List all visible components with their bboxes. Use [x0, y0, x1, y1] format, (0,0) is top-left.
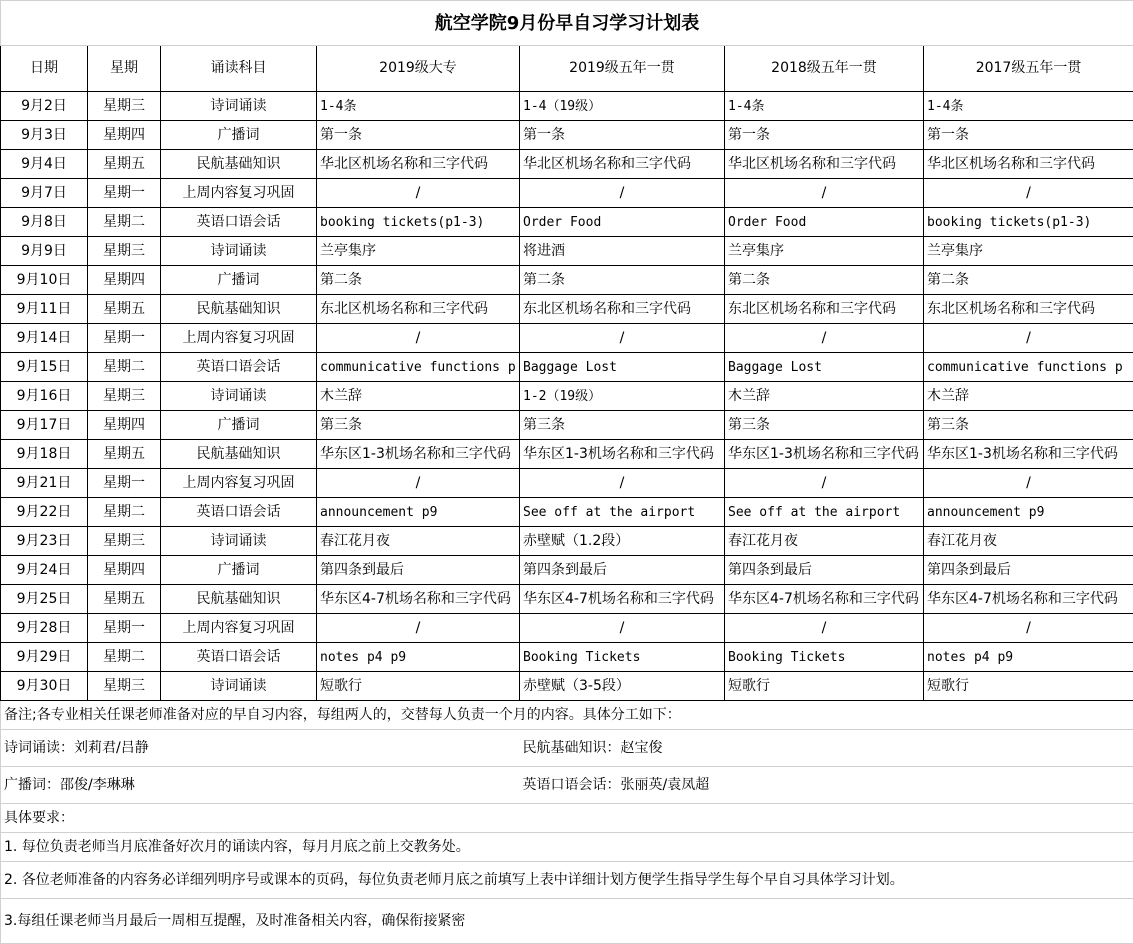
plan-cell-2017-wunian: 兰亭集序	[924, 237, 1133, 266]
date-cell: 9月22日	[1, 498, 88, 527]
weekday-cell: 星期四	[88, 266, 161, 295]
plan-cell-2019-wunian: 第三条	[520, 411, 725, 440]
date-cell: 9月10日	[1, 266, 88, 295]
date-cell: 9月17日	[1, 411, 88, 440]
subject-cell: 广播词	[161, 121, 317, 150]
plan-cell-2017-wunian: communicative functions p	[924, 353, 1133, 382]
plan-cell-2019-wunian: 第一条	[520, 121, 725, 150]
weekday-cell: 星期一	[88, 324, 161, 353]
plan-cell-2019-dazhuan: 第三条	[317, 411, 520, 440]
assignment-row-2	[1, 767, 1133, 804]
plan-cell-2018-wunian: 第二条	[725, 266, 924, 295]
plan-cell-2018-wunian: /	[725, 324, 924, 353]
plan-cell-2019-wunian: Baggage Lost	[520, 353, 725, 382]
plan-cell-2017-wunian: 第一条	[924, 121, 1133, 150]
requirement-2: 2. 各位老师准备的内容务必详细列明序号或课本的页码，每位负责老师月底之前填写上表中详细计划方便学生指导学生每个早自习具体学习计划。	[1, 862, 1133, 899]
plan-cell-2018-wunian: /	[725, 469, 924, 498]
subject-cell: 民航基础知识	[161, 295, 317, 324]
date-cell: 9月7日	[1, 179, 88, 208]
subject-cell: 英语口语会话	[161, 208, 317, 237]
weekday-cell: 星期五	[88, 440, 161, 469]
date-cell: 9月15日	[1, 353, 88, 382]
weekday-cell: 星期五	[88, 295, 161, 324]
date-cell: 9月14日	[1, 324, 88, 353]
weekday-cell: 星期四	[88, 556, 161, 585]
plan-cell-2018-wunian: 春江花月夜	[725, 527, 924, 556]
plan-cell-2017-wunian: /	[924, 324, 1133, 353]
header-row	[1, 46, 1133, 92]
weekday-cell: 星期五	[88, 585, 161, 614]
plan-cell-2017-wunian: announcement p9	[924, 498, 1133, 527]
plan-cell-2019-dazhuan: /	[317, 324, 520, 353]
weekday-cell: 星期三	[88, 527, 161, 556]
table-row	[1, 150, 1133, 179]
table-row	[1, 121, 1133, 150]
plan-cell-2019-wunian: Order Food	[520, 208, 725, 237]
subject-cell: 上周内容复习巩固	[161, 469, 317, 498]
plan-cell-2019-dazhuan: 第一条	[317, 121, 520, 150]
plan-cell-2018-wunian: /	[725, 179, 924, 208]
plan-cell-2018-wunian: 东北区机场名称和三字代码	[725, 295, 924, 324]
plan-cell-2019-dazhuan: 1-4条	[317, 92, 520, 121]
plan-cell-2017-wunian: 春江花月夜	[924, 527, 1133, 556]
weekday-cell: 星期三	[88, 382, 161, 411]
date-cell: 9月8日	[1, 208, 88, 237]
subject-cell: 诗词诵读	[161, 382, 317, 411]
requirements-title: 具体要求：	[1, 804, 1133, 833]
weekday-cell: 星期四	[88, 121, 161, 150]
weekday-cell: 星期五	[88, 150, 161, 179]
header-2018-wunian: 2018级五年一贯	[725, 46, 924, 92]
date-cell: 9月29日	[1, 643, 88, 672]
plan-cell-2019-dazhuan: 木兰辞	[317, 382, 520, 411]
plan-cell-2018-wunian: 华东区1-3机场名称和三字代码	[725, 440, 924, 469]
plan-cell-2019-dazhuan: 东北区机场名称和三字代码	[317, 295, 520, 324]
plan-cell-2019-wunian: 1-2（19级）	[520, 382, 725, 411]
requirement-row-1	[1, 833, 1133, 862]
plan-cell-2019-dazhuan: 华北区机场名称和三字代码	[317, 150, 520, 179]
subject-cell: 广播词	[161, 556, 317, 585]
subject-cell: 诗词诵读	[161, 672, 317, 701]
english-teachers: 英语口语会话：张丽英/袁凤超	[520, 767, 1133, 804]
plan-cell-2019-dazhuan: 华东区1-3机场名称和三字代码	[317, 440, 520, 469]
plan-cell-2019-wunian: 华东区1-3机场名称和三字代码	[520, 440, 725, 469]
table-row	[1, 411, 1133, 440]
weekday-cell: 星期二	[88, 353, 161, 382]
table-row	[1, 585, 1133, 614]
plan-cell-2019-wunian: /	[520, 324, 725, 353]
date-cell: 9月23日	[1, 527, 88, 556]
requirement-3: 3.每组任课老师当月最后一周相互提醒，及时准备相关内容，确保衔接紧密	[1, 899, 1133, 944]
subject-cell: 英语口语会话	[161, 643, 317, 672]
remark-text: 备注;各专业相关任课老师准备对应的早自习内容，每组两人的，交替每人负责一个月的内容。具体分工如下：	[1, 701, 1133, 730]
poetry-teachers: 诗词诵读：刘莉君/吕静	[1, 730, 520, 767]
requirement-1: 1. 每位负责老师当月底准备好次月的诵读内容，每月月底之前上交教务处。	[1, 833, 1133, 862]
plan-cell-2019-dazhuan: /	[317, 469, 520, 498]
plan-cell-2019-wunian: 将进酒	[520, 237, 725, 266]
plan-cell-2018-wunian: Booking Tickets	[725, 643, 924, 672]
table-row	[1, 643, 1133, 672]
header-date: 日期	[1, 46, 88, 92]
table-row	[1, 295, 1133, 324]
plan-cell-2019-dazhuan: notes p4 p9	[317, 643, 520, 672]
plan-cell-2017-wunian: 华东区4-7机场名称和三字代码	[924, 585, 1133, 614]
date-cell: 9月4日	[1, 150, 88, 179]
table-row	[1, 440, 1133, 469]
plan-cell-2018-wunian: 华北区机场名称和三字代码	[725, 150, 924, 179]
table-row	[1, 672, 1133, 701]
assignment-row-1	[1, 730, 1133, 767]
plan-cell-2018-wunian: 华东区4-7机场名称和三字代码	[725, 585, 924, 614]
plan-cell-2018-wunian: Order Food	[725, 208, 924, 237]
plan-cell-2019-dazhuan: announcement p9	[317, 498, 520, 527]
plan-cell-2019-wunian: /	[520, 179, 725, 208]
table-row	[1, 179, 1133, 208]
plan-cell-2019-wunian: 1-4（19级）	[520, 92, 725, 121]
plan-cell-2017-wunian: 第四条到最后	[924, 556, 1133, 585]
plan-cell-2018-wunian: 兰亭集序	[725, 237, 924, 266]
weekday-cell: 星期二	[88, 208, 161, 237]
plan-cell-2019-dazhuan: /	[317, 614, 520, 643]
date-cell: 9月16日	[1, 382, 88, 411]
header-subject: 诵读科目	[161, 46, 317, 92]
plan-cell-2019-dazhuan: /	[317, 179, 520, 208]
table-row	[1, 237, 1133, 266]
plan-cell-2018-wunian: 短歌行	[725, 672, 924, 701]
weekday-cell: 星期一	[88, 614, 161, 643]
weekday-cell: 星期四	[88, 411, 161, 440]
plan-cell-2017-wunian: /	[924, 469, 1133, 498]
plan-cell-2019-dazhuan: booking tickets(p1-3)	[317, 208, 520, 237]
date-cell: 9月24日	[1, 556, 88, 585]
plan-cell-2019-wunian: See off at the airport	[520, 498, 725, 527]
weekday-cell: 星期一	[88, 179, 161, 208]
subject-cell: 诗词诵读	[161, 237, 317, 266]
table-row	[1, 614, 1133, 643]
weekday-cell: 星期二	[88, 498, 161, 527]
date-cell: 9月30日	[1, 672, 88, 701]
table-row	[1, 266, 1133, 295]
table-row	[1, 556, 1133, 585]
plan-cell-2019-wunian: 华北区机场名称和三字代码	[520, 150, 725, 179]
subject-cell: 上周内容复习巩固	[161, 614, 317, 643]
plan-cell-2019-dazhuan: 短歌行	[317, 672, 520, 701]
plan-cell-2019-dazhuan: 第四条到最后	[317, 556, 520, 585]
header-2019-wunian: 2019级五年一贯	[520, 46, 725, 92]
plan-cell-2019-wunian: 第二条	[520, 266, 725, 295]
date-cell: 9月25日	[1, 585, 88, 614]
weekday-cell: 星期三	[88, 672, 161, 701]
plan-cell-2019-wunian: 赤壁赋（3-5段）	[520, 672, 725, 701]
title-row	[1, 1, 1133, 46]
plan-cell-2017-wunian: /	[924, 614, 1133, 643]
plan-cell-2019-dazhuan: 第二条	[317, 266, 520, 295]
subject-cell: 广播词	[161, 266, 317, 295]
date-cell: 9月21日	[1, 469, 88, 498]
plan-cell-2017-wunian: 华东区1-3机场名称和三字代码	[924, 440, 1133, 469]
date-cell: 9月28日	[1, 614, 88, 643]
plan-cell-2017-wunian: 第三条	[924, 411, 1133, 440]
plan-cell-2018-wunian: See off at the airport	[725, 498, 924, 527]
table-row	[1, 324, 1133, 353]
subject-cell: 民航基础知识	[161, 150, 317, 179]
plan-cell-2018-wunian: 第一条	[725, 121, 924, 150]
plan-cell-2019-wunian: 东北区机场名称和三字代码	[520, 295, 725, 324]
plan-cell-2017-wunian: 1-4条	[924, 92, 1133, 121]
date-cell: 9月3日	[1, 121, 88, 150]
plan-cell-2019-dazhuan: 兰亭集序	[317, 237, 520, 266]
plan-cell-2018-wunian: 1-4条	[725, 92, 924, 121]
plan-cell-2017-wunian: booking tickets(p1-3)	[924, 208, 1133, 237]
plan-cell-2017-wunian: 华北区机场名称和三字代码	[924, 150, 1133, 179]
requirements-title-row	[1, 804, 1133, 833]
subject-cell: 上周内容复习巩固	[161, 324, 317, 353]
subject-cell: 诗词诵读	[161, 527, 317, 556]
plan-cell-2017-wunian: notes p4 p9	[924, 643, 1133, 672]
table-row	[1, 208, 1133, 237]
date-cell: 9月11日	[1, 295, 88, 324]
subject-cell: 英语口语会话	[161, 353, 317, 382]
remark-row	[1, 701, 1133, 730]
weekday-cell: 星期三	[88, 92, 161, 121]
plan-cell-2018-wunian: 第三条	[725, 411, 924, 440]
subject-cell: 英语口语会话	[161, 498, 317, 527]
plan-cell-2019-wunian: Booking Tickets	[520, 643, 725, 672]
sheet-title: 航空学院9月份早自习学习计划表	[1, 1, 1133, 46]
requirement-row-2	[1, 862, 1133, 899]
plan-cell-2019-dazhuan: 华东区4-7机场名称和三字代码	[317, 585, 520, 614]
plan-cell-2019-wunian: 华东区4-7机场名称和三字代码	[520, 585, 725, 614]
plan-cell-2019-wunian: /	[520, 469, 725, 498]
table-row	[1, 353, 1133, 382]
subject-cell: 民航基础知识	[161, 440, 317, 469]
table-row	[1, 469, 1133, 498]
plan-cell-2018-wunian: 木兰辞	[725, 382, 924, 411]
table-row	[1, 498, 1133, 527]
table-row	[1, 527, 1133, 556]
table-row	[1, 92, 1133, 121]
date-cell: 9月9日	[1, 237, 88, 266]
plan-cell-2017-wunian: 木兰辞	[924, 382, 1133, 411]
plan-cell-2018-wunian: Baggage Lost	[725, 353, 924, 382]
plan-cell-2017-wunian: 第二条	[924, 266, 1133, 295]
header-weekday: 星期	[88, 46, 161, 92]
plan-cell-2017-wunian: 短歌行	[924, 672, 1133, 701]
weekday-cell: 星期一	[88, 469, 161, 498]
plan-cell-2019-wunian: /	[520, 614, 725, 643]
aviation-teachers: 民航基础知识：赵宝俊	[520, 730, 1133, 767]
header-2019-dazhuan: 2019级大专	[317, 46, 520, 92]
requirement-row-3	[1, 899, 1133, 944]
subject-cell: 诗词诵读	[161, 92, 317, 121]
plan-cell-2019-wunian: 赤壁赋（1.2段）	[520, 527, 725, 556]
date-cell: 9月2日	[1, 92, 88, 121]
table-row	[1, 382, 1133, 411]
broadcast-teachers: 广播词：邵俊/李琳琳	[1, 767, 520, 804]
plan-cell-2019-dazhuan: 春江花月夜	[317, 527, 520, 556]
subject-cell: 民航基础知识	[161, 585, 317, 614]
plan-cell-2017-wunian: /	[924, 179, 1133, 208]
plan-cell-2017-wunian: 东北区机场名称和三字代码	[924, 295, 1133, 324]
subject-cell: 上周内容复习巩固	[161, 179, 317, 208]
weekday-cell: 星期二	[88, 643, 161, 672]
header-2017-wunian: 2017级五年一贯	[924, 46, 1133, 92]
weekday-cell: 星期三	[88, 237, 161, 266]
subject-cell: 广播词	[161, 411, 317, 440]
plan-cell-2019-wunian: 第四条到最后	[520, 556, 725, 585]
plan-cell-2019-dazhuan: communicative functions p	[317, 353, 520, 382]
plan-cell-2018-wunian: /	[725, 614, 924, 643]
date-cell: 9月18日	[1, 440, 88, 469]
plan-cell-2018-wunian: 第四条到最后	[725, 556, 924, 585]
